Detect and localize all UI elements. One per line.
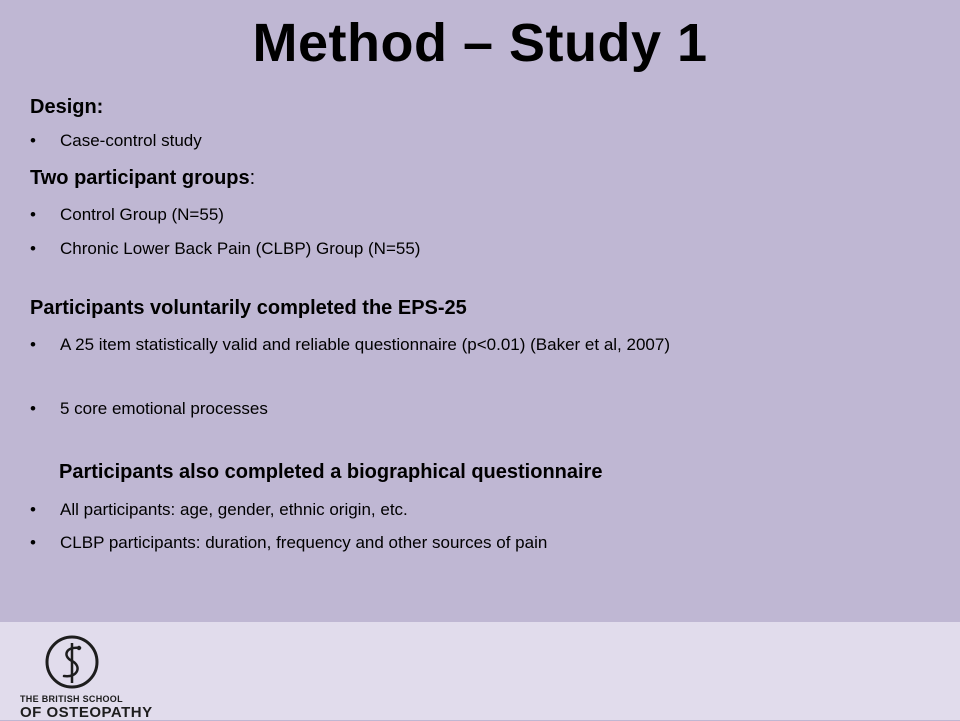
- bullet-text: A 25 item statistically valid and reliable questionnaire (p<0.01) (Baker et al, 2007): [60, 335, 670, 354]
- osteopathy-emblem-icon: [44, 634, 100, 690]
- logo-text-line2: OF OSTEOPATHY: [20, 704, 153, 721]
- bullet-marker: •: [30, 131, 36, 150]
- bullet-marker: •: [30, 239, 36, 258]
- section-heading-biographical: Participants also completed a biographical questionnaire: [59, 461, 603, 483]
- bullet-marker: •: [30, 399, 36, 418]
- section-heading-eps25: Participants voluntarily completed the EPS-25: [30, 297, 467, 319]
- school-logo: [20, 634, 170, 721]
- bullet-marker: •: [30, 533, 36, 552]
- bullet-marker: •: [30, 500, 36, 519]
- slide-title: Method – Study 1: [252, 13, 708, 73]
- bullet-text: All participants: age, gender, ethnic origin, etc.: [60, 500, 408, 519]
- bullet-text: Control Group (N=55): [60, 205, 224, 224]
- bullet-marker: •: [30, 335, 36, 354]
- bullet-text: Chronic Lower Back Pain (CLBP) Group (N=55): [60, 239, 421, 258]
- section-heading-bold: Two participant groups: [30, 167, 250, 189]
- slide-footer: [0, 622, 960, 720]
- bullet-item: [30, 334, 910, 378]
- logo-text-line1: THE BRITISH SCHOOL: [20, 694, 123, 704]
- bullet-text: CLBP participants: duration, frequency and other sources of pain: [60, 533, 548, 552]
- bullet-text: 5 core emotional processes: [60, 399, 268, 418]
- section-heading-groups: [30, 165, 255, 191]
- section-heading-design: Design:: [30, 96, 104, 118]
- section-heading-suffix: :: [249, 167, 256, 189]
- bullet-marker: •: [30, 205, 36, 224]
- bullet-text: Case-control study: [60, 131, 202, 150]
